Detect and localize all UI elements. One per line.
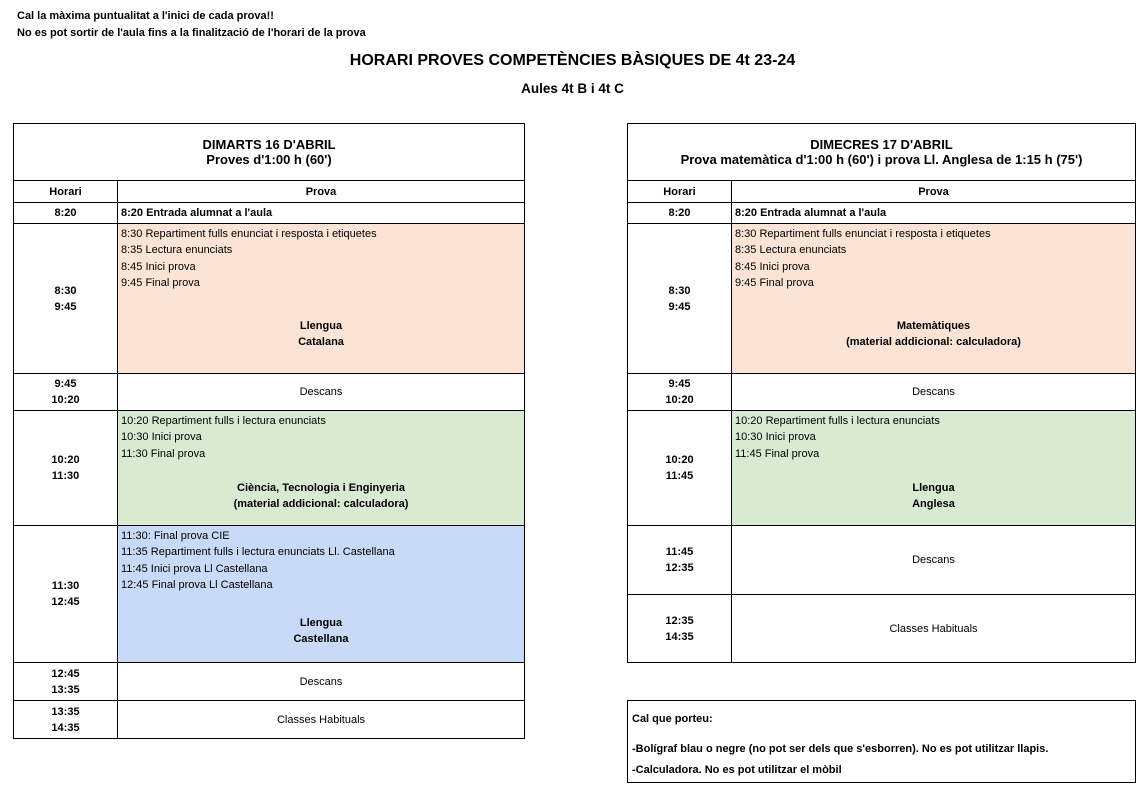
column-header-test: Prova [305, 185, 337, 198]
time-end: 14:35 [665, 630, 694, 643]
subject-detail: Catalana [298, 336, 344, 348]
classes-label: Classes Habituals [276, 713, 366, 726]
time-start: 8:20 [54, 207, 77, 219]
bring-item-calculator: -Calculadora. No es pot utilitzar el mòbil [632, 764, 842, 776]
time-start: 8:30 [54, 284, 77, 297]
day-description: Prova matemàtica d'1:00 h (60') i prova Ll. Anglesa de 1:15 h (75') [680, 152, 1083, 167]
table-row [14, 411, 524, 526]
time-end: 9:45 [668, 300, 691, 313]
time-end: 9:45 [54, 300, 77, 313]
subject-name: Matemàtiques [896, 320, 971, 332]
schedule-line: 10:20 Repartiment fulls i lectura enunciats [121, 415, 326, 427]
time-start: 12:35 [665, 614, 694, 627]
time-start: 8:30 [668, 284, 691, 297]
schedule-line: 11:30: Final prova CIE [121, 530, 230, 542]
subject-detail: (material addicional: calculadora) [846, 336, 1021, 348]
table-row [628, 526, 1135, 595]
day-label: DIMECRES 17 D'ABRIL [810, 137, 953, 152]
schedule-line: 10:30 Inici prova [121, 431, 202, 444]
subject-detail: Castellana [293, 633, 349, 645]
time-start: 11:45 [665, 546, 694, 558]
entry-text: 8:20 Entrada alumnat a l'aula [121, 207, 273, 219]
break-label: Descans [912, 554, 955, 566]
schedule-line: 11:45 Final prova [735, 447, 820, 460]
subject-detail: Anglesa [912, 498, 955, 510]
schedule-tuesday [13, 123, 525, 739]
time-start: 13:35 [51, 705, 80, 718]
column-header-time: Horari [628, 181, 732, 202]
table-row [14, 663, 524, 701]
subject-name: Llengua [299, 320, 343, 332]
time-end: 14:35 [51, 721, 80, 734]
time-start: 9:45 [668, 378, 691, 390]
note-no-leaving: No es pot sortir de l'aula fins a la finalització de l'horari de la prova [17, 27, 366, 39]
column-header-row [14, 181, 524, 203]
schedule-line: 11:35 Repartiment fulls i lectura enunciats Ll. Castellana [121, 546, 395, 559]
time-start: 11:30 [51, 580, 80, 592]
page-title: HORARI PROVES COMPETÈNCIES BÀSIQUES DE 4t 23-24 [349, 52, 796, 69]
entry-text: 8:20 Entrada alumnat a l'aula [735, 207, 887, 219]
time-start: 10:20 [51, 454, 80, 466]
table-row [628, 224, 1135, 374]
time-end: 12:45 [51, 596, 80, 608]
schedule-line: 8:30 Repartiment fulls enunciat i resposta i etiquetes [121, 228, 377, 240]
schedule-line: 8:35 Lectura enunciats [735, 244, 847, 257]
day-label: DIMARTS 16 D'ABRIL [202, 137, 336, 152]
subject-name: Llengua [299, 617, 343, 629]
break-label: Descans [912, 386, 955, 398]
table-row [628, 411, 1135, 526]
time-end: 10:20 [51, 394, 80, 406]
page-subtitle: Aules 4t B i 4t C [521, 81, 624, 96]
column-header-time: Horari [14, 181, 118, 202]
table-row [14, 374, 524, 411]
bring-box [627, 700, 1136, 783]
table-row [628, 203, 1135, 224]
subject-name: Ciència, Tecnologia i Enginyeria [237, 482, 405, 494]
schedule-header [14, 124, 524, 181]
schedule-line: 9:45 Final prova [735, 276, 814, 289]
schedule-header [628, 124, 1135, 181]
table-row [14, 701, 524, 738]
schedule-line: 10:20 Repartiment fulls i lectura enunciats [735, 415, 940, 427]
time-end: 11:30 [51, 470, 80, 482]
column-header-test: Prova [918, 185, 949, 198]
table-row [628, 595, 1135, 662]
table-row [628, 374, 1135, 411]
schedule-line: 8:45 Inici prova [735, 260, 810, 273]
bring-heading: Cal que porteu: [632, 713, 713, 725]
schedule-line: 11:30 Final prova [121, 447, 206, 460]
schedule-line: 12:45 Final prova Ll Castellana [121, 578, 273, 591]
column-header-row [628, 181, 1135, 203]
table-row [14, 526, 524, 663]
schedule-line: 9:45 Final prova [121, 276, 200, 289]
note-punctuality: Cal la màxima puntualitat a l'inici de cada prova!! [17, 10, 274, 22]
break-label: Descans [299, 675, 343, 688]
schedule-line: 10:30 Inici prova [735, 431, 816, 444]
day-description: Proves d'1:00 h (60') [206, 152, 332, 167]
schedule-wednesday [627, 123, 1136, 663]
time-end: 11:45 [665, 470, 694, 482]
schedule-line: 8:45 Inici prova [121, 260, 196, 273]
notes [17, 8, 366, 42]
subject-name: Llengua [912, 482, 955, 494]
schedule-line: 8:35 Lectura enunciats [121, 244, 233, 257]
classes-label: Classes Habituals [889, 622, 978, 635]
table-row [14, 224, 524, 374]
schedule-line: 11:45 Inici prova Ll Castellana [121, 562, 268, 575]
time-start: 9:45 [54, 378, 77, 390]
break-label: Descans [299, 386, 343, 398]
time-start: 10:20 [665, 454, 694, 466]
bring-item-pen: -Bolígraf blau o negre (no pot ser dels que s'esborren). No es pot utilitzar llapis. [632, 743, 1049, 755]
time-start: 8:20 [668, 207, 691, 219]
schedule-line: 8:30 Repartiment fulls enunciat i resposta i etiquetes [735, 228, 991, 240]
time-end: 13:35 [51, 683, 80, 696]
time-end: 12:35 [665, 562, 694, 574]
subject-detail: (material addicional: calculadora) [233, 498, 409, 510]
table-row [14, 203, 524, 224]
time-end: 10:20 [665, 394, 694, 406]
time-start: 12:45 [51, 667, 80, 680]
